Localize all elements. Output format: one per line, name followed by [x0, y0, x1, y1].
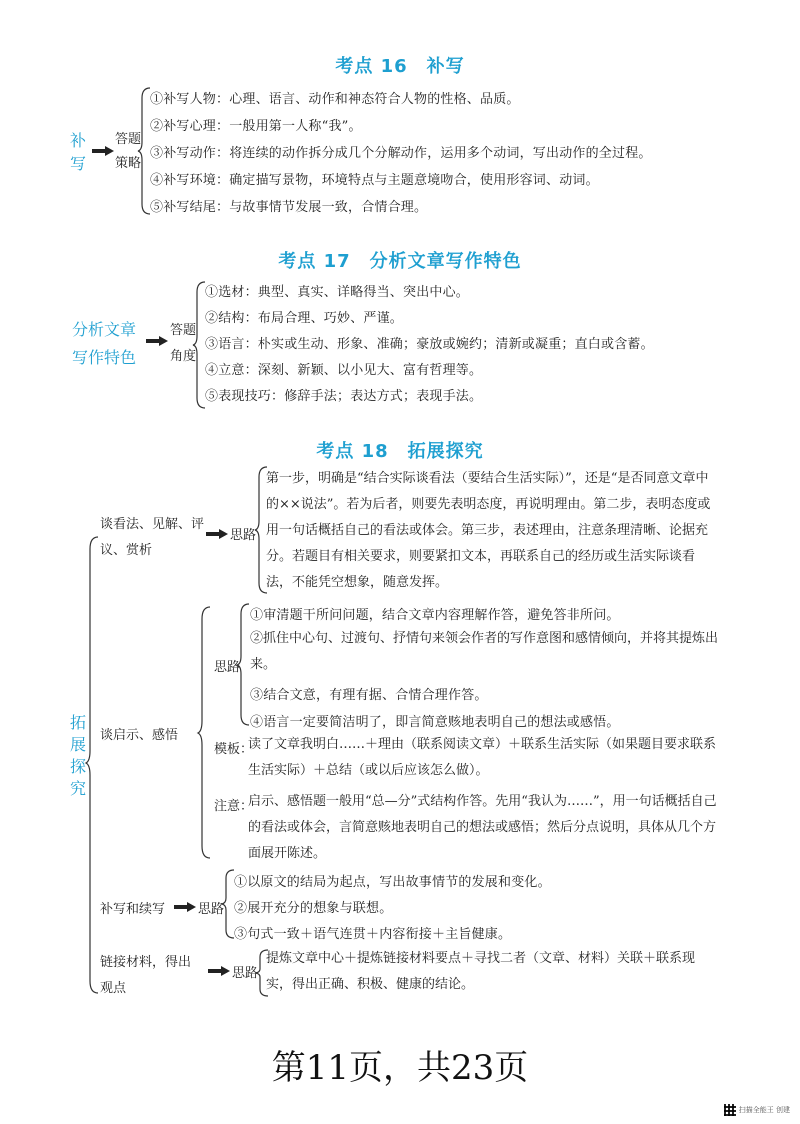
s17-item-3: ③语言：朴实或生动、形象、准确；豪放或婉约；清新或凝重；直白或含蓄。: [205, 337, 654, 352]
s18-b3-item-2: ②展开充分的想象与联想。: [234, 901, 393, 916]
s18-branch-3-label: 补写和续写: [100, 902, 166, 917]
s16-item-5: ⑤补写结尾：与故事情节发展一致，合情合理。: [150, 200, 428, 215]
s18-branch-2-label: 谈启示、感悟: [100, 728, 179, 743]
s16-item-1: ①补写人物：心理、语言、动作和神态符合人物的性格、品质。: [150, 92, 520, 107]
brace-icon: [88, 535, 100, 995]
s18-b2-note: 启示、感悟题一般用“总—分”式结构作答。先用“我认为……”，用一句话概括自己的看法或体会，言简意赅地表明自己的想法或感悟；然后分点说明，具体从几个方面展开陈述。: [248, 794, 717, 861]
s18-b2-item-1: ①审清题干所问问题，结合文章内容理解作答，避免答非所问。: [250, 608, 620, 623]
watermark: 扫描全能王 创建: [724, 1104, 790, 1116]
section-18-title: 考点 18 拓展探究: [316, 441, 484, 462]
s18-b2-item-2: ②抓住中心句、过渡句、抒情句来领会作者的写作意图和感情倾向，并将其提炼出来。: [250, 631, 719, 672]
s17-item-4: ④立意：深刻、新颖、以小见大、富有哲理等。: [205, 363, 483, 378]
section-17-label: 答题 角度: [170, 323, 197, 364]
s18-b3-item-3: ③句式一致＋语气连贯＋内容衔接＋主旨健康。: [234, 927, 512, 942]
s18-b2-template: 读了文章我明白……＋理由（联系阅读文章）＋联系生活实际（如果题目要求联系生活实际）＋总结（或以后应该怎么做）。: [248, 737, 717, 778]
section-16-title: 考点 16 补写: [335, 56, 465, 77]
s17-item-2: ②结构：布局合理、巧妙、严谨。: [205, 311, 404, 326]
arrow-icon: [206, 529, 228, 539]
section-17-title: 考点 17 分析文章写作特色: [278, 251, 522, 272]
qr-code-icon: [724, 1104, 736, 1116]
s18-branch-3-sub: 思路: [198, 902, 225, 917]
section-17-topic: 分析文章 写作特色: [72, 320, 137, 367]
s18-b2-note-label: 注意：: [214, 799, 254, 814]
s18-branch-2-sub: 思路: [214, 660, 241, 675]
page-number: 第11页，共23页: [271, 1048, 529, 1088]
brace-icon: [198, 605, 212, 860]
arrow-icon: [146, 336, 168, 346]
s18-branch-1-label: 谈看法、见解、评 议、赏析: [100, 517, 205, 558]
arrow-icon: [174, 902, 196, 912]
s18-branch-4-sub: 思路: [232, 966, 259, 981]
s17-item-5: ⑤表现技巧：修辞手法；表达方式；表现手法。: [205, 389, 483, 404]
s17-item-1: ①选材：典型、真实、详略得当、突出中心。: [205, 285, 470, 300]
s18-b2-item-3: ③结合文意，有理有据、合情合理作答。: [250, 688, 488, 703]
section-18-topic: 拓 展 探 究: [70, 713, 87, 798]
s18-b3-item-1: ①以原文的结局为起点，写出故事情节的发展和变化。: [234, 875, 551, 890]
s16-item-3: ③补写动作：将连续的动作拆分成几个分解动作，运用多个动词，写出动作的全过程。: [150, 146, 652, 161]
section-16-topic: 补 写: [70, 131, 87, 173]
s18-branch-4-text: 提炼文章中心＋提炼链接材料要点＋寻找二者（文章、材料）关联＋联系现实，得出正确、积极、健康的结论。: [266, 951, 696, 992]
s18-b2-template-label: 模板：: [214, 742, 254, 757]
s16-item-4: ④补写环境：确定描写景物，环境特点与主题意境吻合，使用形容词、动词。: [150, 173, 599, 188]
s18-branch-1-text: 第一步，明确是“结合实际谈看法（要结合生活实际）”，还是“是否同意文章中的××说法”。若为后者，则要先表明态度，再说明理由。第二步，表明态度或用一句话概括自己的看法或体会。第三步，表述理由，注意条理清晰、论据充分。若题目有相关要求，则要紧扣文本，再联系自己的经历或生活实际谈看法，不能凭空想象，随意发挥。: [266, 471, 711, 590]
s16-item-2: ②补写心理：一般用第一人称“我”。: [150, 119, 362, 134]
arrow-icon: [92, 146, 114, 156]
s18-branch-4-label: 链接材料，得出 观点: [100, 955, 192, 996]
arrow-icon: [208, 966, 230, 976]
section-16-label: 答题 策略: [115, 132, 142, 171]
s18-b2-item-4: ④语言一定要简洁明了，即言简意赅地表明自己的想法或感悟。: [250, 715, 620, 730]
s18-branch-1-sub: 思路: [230, 528, 257, 543]
